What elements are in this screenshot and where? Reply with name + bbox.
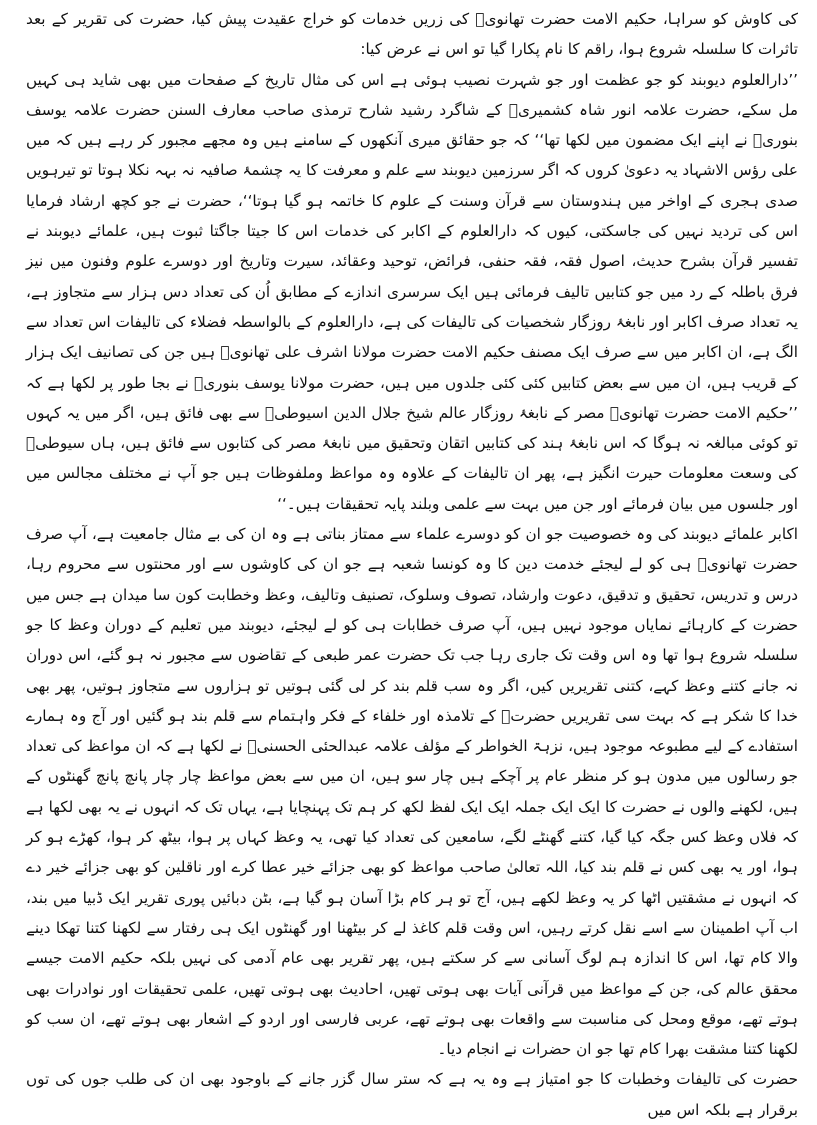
- paragraph-jamiyat: اکابر علمائے دیوبند کی وہ خصوصیت جو ان کو دوسرے علماء سے ممتاز بناتی ہے وہ ان کی بے مثال جامعیت ہے، آپ صرف حضرت تھانویؒ ہی کو لے لیجئے خدمت دین کا وہ کونسا شعبہ ہے جو ان کی کاوشوں سے اور محنتوں سے محروم رہا، درس و تدریس، تحقیق و تدقیق، دعوت وارشاد، تصوف وسلوک، تصنیف وتالیف، وعظ وخطابت کون سا میدان ہے جس میں حضرت کے کارہائے نمایاں موجود نہیں ہیں، آپ صرف خطابات ہی کو لے لیجئے، دیوبند میں تعلیم کے دوران وعظ کا جو سلسلہ شروع ہوا تھا وہ اس وقت تک جاری رہا جب تک حضرت عمر طبعی کے تقاضوں سے مجبور نہ ہو گئے، اس دوران نہ جانے کتنے وعظ کہے، کتنی تقریریں کیں، اگر وہ سب قلم بند کر لی گئی ہوتیں تو ہزاروں سے متجاوز ہوتیں، پھر بھی خدا کا شکر ہے کہ بہت سی تقریریں حضرتؒ کے تلامذہ اور خلفاء کے فکر واہتمام سے قلم بند ہو گئیں اور آج وہ ہمارے استفادے کے لیے مطبوعہ موجود ہیں، نزہۃ الخواطر کے مؤلف علامہ عبدالحئی الحسنیؒ نے لکھا ہے کہ ان مواعظ کی تعداد جو رسالوں میں مدون ہو کر منظر عام پر آچکے ہیں چار سو ہیں، ان میں سے بعض مواعظ چار چار پانچ پانچ گھنٹوں کے ہیں، لکھنے والوں نے حضرت کا ایک ایک جملہ ایک ایک لفظ لکھ کر ہم تک پہنچایا ہے، یہاں تک کہ انہوں نے یہ بھی لکھا ہے کہ فلاں وعظ کس جگہ کیا گیا، کتنے گھنٹے لگے، سامعین کی تعداد کیا تھی، یہ وعظ کہاں پر ہوا، بیٹھ کر ہوا، کھڑے ہو کر ہوا، اور یہ بھی کس نے قلم بند کیا، اللہ تعالیٰ صاحب مواعظ کو بھی جزائے خیر عطا کرے اور ناقلین کو بھی جزائے خیر دے کہ انہوں نے مشقتیں اٹھا کر یہ وعظ لکھے ہیں، آج تو ہر کام بڑا آسان ہو گیا ہے، بٹن دبائیں پوری تقریر ایک ڈبیا میں بند، اب آپ اطمینان سے اسے نقل کرتے رہیں، اس وقت قلم کاغذ لے کر بیٹھنا اور گھنٹوں ایک ہی رفتار سے لکھنا کتنا تھکا دینے والا کام تھا، اس کا اندازہ ہم لوگ آسانی سے کر سکتے ہیں، پھر تقریر بھی عام آدمی کی نہیں بلکہ حکیم الامت جیسے محقق عالم کی، جن کے مواعظ میں قرآنی آیات بھی ہوتی تھیں، احادیث بھی ہوتی تھیں، علمی تحقیقات اور نوادرات بھی ہوتے تھے، موقع ومحل کی مناسبت سے واقعات بھی ہوتے تھے، عربی فارسی اور اردو کے اشعار بھی ہوتے تھے، ان سب کو لکھنا کتنا مشقت بھرا کام تھا جو ان حضرات نے انجام دیا۔: [26, 525, 798, 1059]
- paragraph-closing: حضرت کی تالیفات وخطبات کا جو امتیاز ہے وہ یہ ہے کہ ستر سال گزر جانے کے باوجود بھی ان کی طلب جوں کی توں برقرار ہے بلکہ اس میں: [26, 1070, 798, 1119]
- urdu-text-body: [26, 4, 798, 1125]
- paragraph-intro: کی کاوش کو سراہا، حکیم الامت حضرت تھانویؒ کی زریں خدمات کو خراج عقیدت پیش کیا، حضرت کی تقریر کے بعد تاثرات کا سلسلہ شروع ہوا، راقم کا نام پکارا گیا تو اس نے عرض کیا:: [26, 10, 798, 59]
- paragraph-quote: ’’دارالعلوم دیوبند کو جو عظمت اور جو شہرت نصیب ہوئی ہے اس کی مثال تاریخ کے صفحات میں بھی شاید ہی کہیں مل سکے، حضرت علامہ انور شاہ کشمیریؒ کے شاگرد رشید شارح ترمذی صاحب معارف السنن حضرت علامہ یوسف بنوریؒ نے اپنے ایک مضمون میں لکھا تھا‘‘ کہ جو حقائق میری آنکھوں کے سامنے ہیں وہ مجھے مجبور کر رہے ہیں کہ میں علی رؤس الاشہاد یہ دعویٰ کروں کہ اگر سرزمین دیوبند سے علم و معرفت کا یہ چشمۂ صافیہ نہ بہہ نکلا ہوتا تو تیرہویں صدی ہجری کے اواخر میں ہندوستان سے قرآن وسنت کے علوم کا خاتمہ ہو گیا ہوتا‘‘، حضرت نے جو کچھ ارشاد فرمایا اس کی تردید نہیں کی جاسکتی، کیوں کہ دارالعلوم کے اکابر کی خدمات اس کا جیتا جاگتا ثبوت ہیں، علمائے دیوبند نے تفسیر قرآن بشرح حدیث، اصول فقہ، فقہ حنفی، فرائض، توحید وعقائد، سیرت وتاریخ اور دوسرے علوم وفنون میں نیز فرق باطلہ کے رد میں جو کتابیں تالیف فرمائی ہیں ایک سرسری اندازے کے مطابق اُن کی تعداد دس ہزار سے متجاوز ہے، یہ تعداد صرف اکابر اور نابغۂ روزگار شخصیات کی تالیفات کی ہے، دارالعلوم کے بالواسطہ فضلاء کی تالیفات اس تعداد سے الگ ہے، ان اکابر میں سے صرف ایک مصنف حکیم الامت حضرت مولانا اشرف علی تھانویؒ ہیں جن کی تصانیف ایک ہزار کے قریب ہیں، ان میں سے بعض کتابیں کئی کئی جلدوں میں ہیں، حضرت مولانا یوسف بنوریؒ نے بجا طور پر لکھا ہے کہ ’’حکیم الامت حضرت تھانویؒ مصر کے نابغۂ روزگار عالم شیخ جلال الدین اسیوطیؒ سے بھی فائق ہیں، اگر میں یہ کہوں تو کوئی مبالغہ نہ ہوگا کہ اس نابغۂ ہند کی کتابیں اتقان وتحقیق میں نابغۂ مصر کی کتابوں سے فائق ہیں، ہاں سیوطیؒ کی وسعت معلومات حیرت انگیز ہے، پھر ان تالیفات کے علاوہ وہ مواعظ وملفوظات ہیں جو آپ نے مختلف مجالس میں اور جلسوں میں بیان فرمائے اور جن میں بہت سے علمی وبلند پایہ تحقیقات ہیں۔‘‘: [26, 70, 798, 513]
